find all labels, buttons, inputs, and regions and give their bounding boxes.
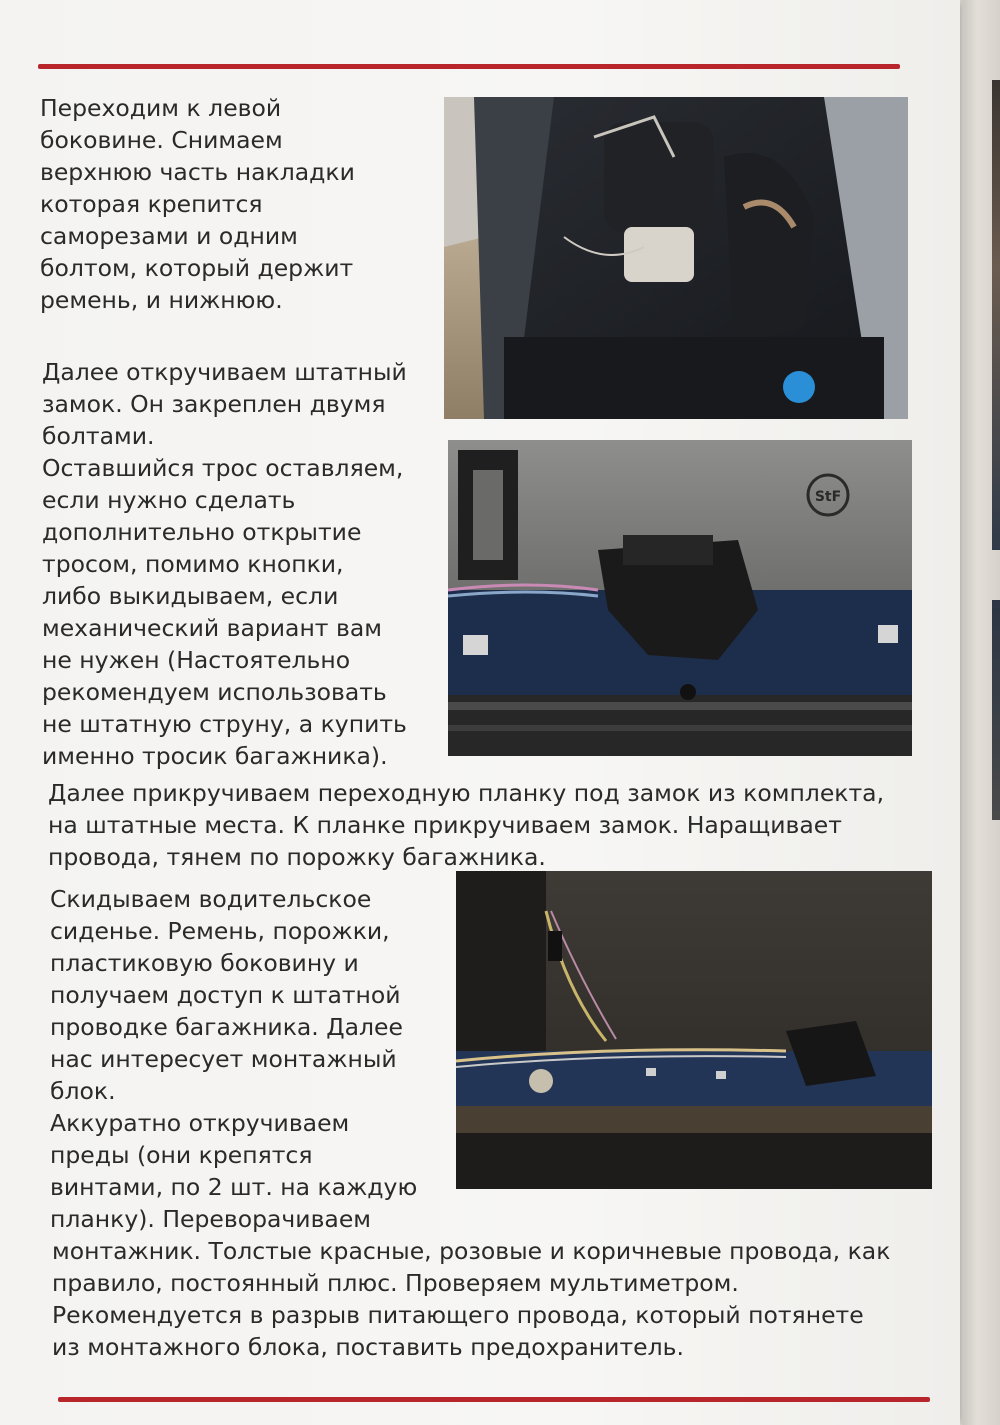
paragraph-mounting-block: монтажник. Толстые красные, розовые и коричневые провода, как правило, постоянный плюс. Проверяем мультиметром. Рекомендуется в разрыв питающего провода, который потянете из монтажного блока, поставить предохранитель. [52, 1237, 891, 1361]
bottom-red-rule [58, 1397, 930, 1402]
paragraph-driver-seat: Скидываем водительское сиденье. Ремень, порожки, пластиковую боковину и получаем доступ к штатной проводке багажника. Далее нас интересует монтажный блок. Аккуратно откручиваем преды (они крепятся винтами, по 2 шт. на каждую планку). Переворачиваем [50, 885, 418, 1233]
adjacent-photo-edge [992, 80, 1000, 550]
paragraph-adapter-plate: Далее прикручиваем переходную планку под замок из комплекта, на штатные места. К планке прикручиваем замок. Наращивает провода, тянем по порожку багажника. [48, 779, 885, 871]
photo-trunk-lock [448, 440, 912, 756]
photo-left-side-panel [444, 97, 908, 419]
photo-trunk-wiring [456, 871, 932, 1189]
stf-badge: StF [814, 489, 842, 505]
adjacent-photo-edge-2 [992, 600, 1000, 820]
paragraph-left-side-panel: Переходим к левой боковине. Снимаем верхнюю часть накладки которая крепится саморезами и одним болтом, который держит ремень, и нижнюю. [40, 94, 355, 314]
top-red-rule [38, 64, 900, 69]
paragraph-remove-lock: Далее откручиваем штатный замок. Он закреплен двумя болтами. Оставшийся трос оставляем, если нужно сделать дополнительно открытие тросом, помимо кнопки, либо выкидываем, если механический вариант вам не нужен (Настоятельно рекомендуем использовать не штатную струну, а купить именно тросик багажника). [42, 358, 407, 770]
adjacent-page-edge [962, 0, 1000, 1425]
